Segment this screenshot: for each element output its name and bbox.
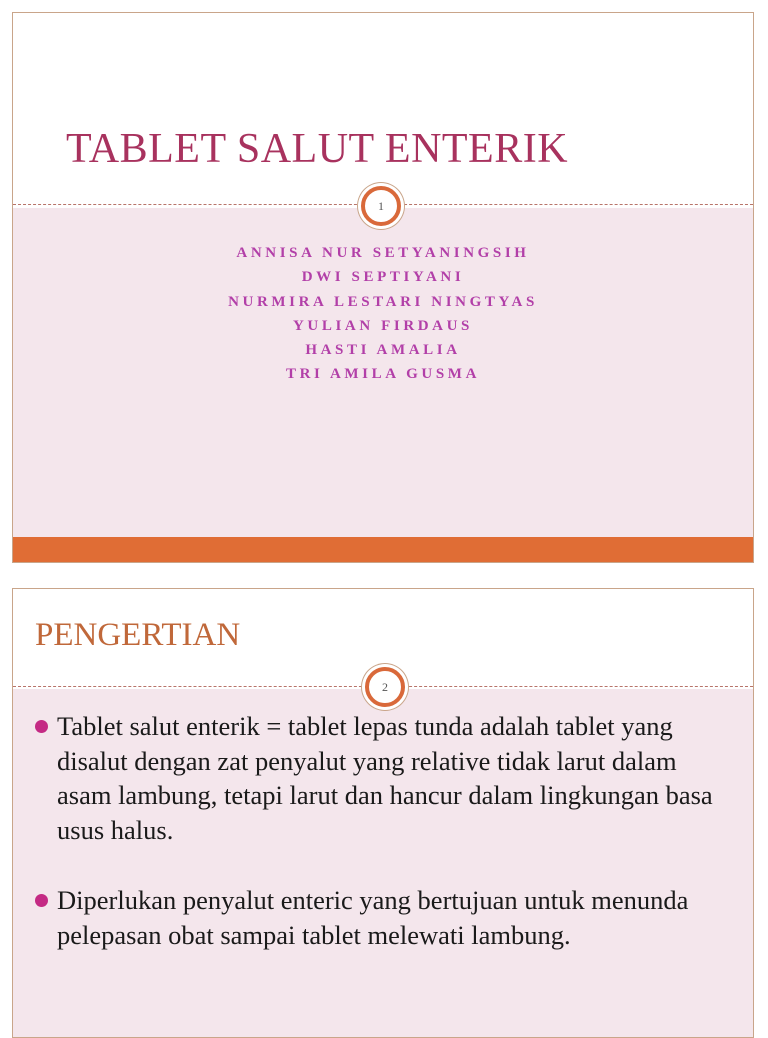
author-name: NURMIRA LESTARI NINGTYAS	[228, 293, 538, 310]
author-name: ANNISA NUR SETYANINGSIH	[236, 245, 530, 261]
author-name: DWI SEPTIYANI	[301, 269, 465, 286]
bullet-dot-icon	[35, 894, 48, 907]
slide-title: TABLET SALUT ENTERIK	[66, 126, 569, 172]
bullet-dot-icon	[35, 720, 48, 733]
author-list	[13, 241, 753, 387]
slide-1	[12, 12, 754, 563]
accent-bar	[13, 537, 753, 563]
slide-1-title-area	[13, 13, 753, 208]
page-number: 2	[382, 679, 388, 694]
page-number-badge	[365, 667, 405, 707]
bullet-text: Diperlukan penyalut enteric yang bertujuan untuk menunda pelepasan obat sampai tablet melewati lambung.	[57, 885, 689, 950]
bullet-item	[33, 883, 733, 952]
author-name: HASTI AMALIA	[305, 342, 461, 359]
page-number-badge	[361, 186, 401, 226]
author-name: YULIAN FIRDAUS	[293, 317, 473, 334]
bullet-list	[33, 709, 733, 988]
author-name: TRI AMILA GUSMA	[285, 366, 481, 383]
bullet-text: Tablet salut enterik = tablet lepas tunda adalah tablet yang disalut dengan zat penyalut yang relative tidak larut dalam asam lambung, tetapi larut dan hancur dalam lingkungan basa usus halus.	[57, 711, 713, 845]
slide-2	[12, 588, 754, 1038]
bullet-item	[33, 709, 733, 847]
section-title: PENGERTIAN	[35, 617, 241, 653]
page-number: 1	[378, 198, 384, 213]
